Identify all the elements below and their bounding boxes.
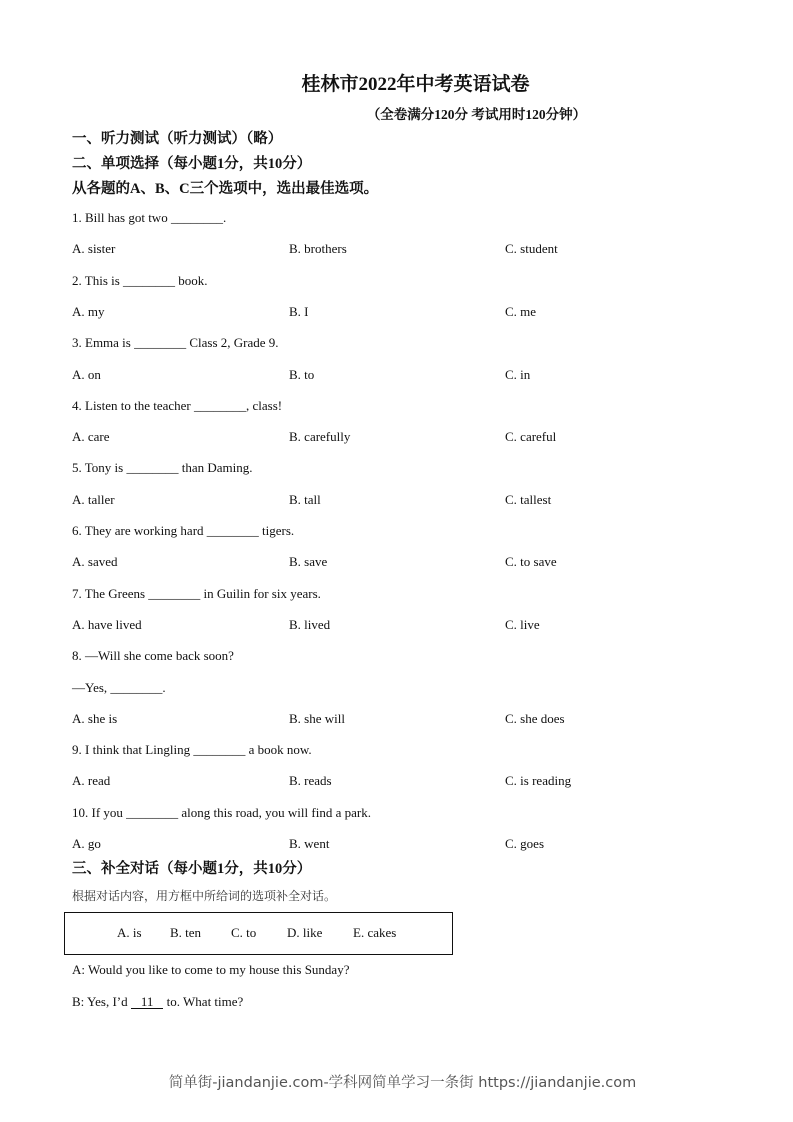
answer-option: A. saved — [72, 554, 118, 570]
answer-option: B. I — [289, 303, 309, 319]
answer-option: A. go — [72, 836, 101, 851]
question-stem: 10. If you ________ along this road, you will find a park. — [72, 804, 371, 820]
question-stem: 8. —Will she come back soon? — [72, 648, 234, 664]
question-stem: 9. I think that Lingling ________ a book now. — [72, 742, 312, 758]
word-option: B. ten — [170, 925, 202, 940]
section-2-instruction: 从各题的A、B、C三个选项中，选出最佳选项。 — [72, 181, 379, 197]
section-2-heading: 二、单项选择（每小题1分，共10分） — [72, 156, 312, 172]
question-stem: 4. Listen to the teacher ________, class! — [72, 397, 283, 413]
answer-option: A. care — [72, 429, 110, 445]
dialogue-line-b-end: to. What time? — [166, 994, 244, 1009]
answer-option: B. went — [289, 836, 330, 851]
dialogue-line-a: A: Would you like to come to my house this Sunday? — [72, 962, 350, 977]
question-stem: 6. They are working hard ________ tigers. — [72, 523, 295, 538]
answer-option: B. tall — [289, 491, 321, 507]
answer-option: C. tallest — [505, 491, 552, 507]
question-stem: 7. The Greens ________ in Guilin for six years. — [72, 585, 321, 601]
answer-option: C. in — [505, 366, 531, 382]
section-1-heading: 一、听力测试（听力测试）（略） — [72, 131, 283, 147]
answer-option: A. have lived — [72, 616, 142, 632]
question-stem: 2. This is ________ book. — [72, 272, 208, 288]
answer-option: B. to — [289, 366, 315, 382]
word-option: E. cakes — [353, 925, 397, 940]
page-title: 桂林市2022年中考英语试卷 — [301, 74, 530, 95]
question-stem: 3. Emma is ________ Class 2, Grade 9. — [72, 335, 279, 351]
watermark: 简单街-jiandanjie.com-学科网简单学习一条街 https://jiandanjie.com — [168, 1075, 637, 1091]
answer-option: A. my — [72, 303, 105, 319]
dialogue-line-b — [72, 994, 243, 1010]
answer-option: B. reads — [289, 773, 332, 789]
answer-option: C. careful — [505, 429, 557, 445]
word-bank-box — [64, 912, 453, 955]
answer-option: B. brothers — [289, 241, 347, 257]
word-option: A. is — [117, 925, 142, 940]
answer-option: A. sister — [72, 241, 116, 257]
dialogue-line-b-start: B: Yes, I’d — [72, 994, 128, 1009]
answer-option: C. me — [505, 303, 537, 319]
word-option: D. like — [287, 925, 323, 940]
answer-option: B. she will — [289, 710, 345, 726]
answer-option: B. lived — [289, 616, 331, 632]
answer-option: C. to save — [505, 554, 557, 570]
answer-option: B. save — [289, 554, 328, 570]
question-stem: 5. Tony is ________ than Daming. — [72, 460, 253, 476]
answer-option: C. she does — [505, 710, 565, 726]
answer-option: C. student — [505, 241, 558, 257]
answer-option: B. carefully — [289, 429, 351, 445]
answer-option: C. is reading — [505, 773, 572, 789]
question-stem-reply: —Yes, ________. — [72, 679, 166, 695]
word-option: C. to — [231, 925, 257, 940]
question-stem: 1. Bill has got two ________. — [72, 210, 227, 225]
blank-11: 11 — [131, 995, 164, 1009]
answer-option: A. on — [72, 366, 101, 382]
answer-option: A. read — [72, 773, 111, 789]
answer-option: A. she is — [72, 710, 118, 726]
answer-option: A. taller — [72, 491, 115, 507]
section-3-instruction: 根据对话内容，用方框中所给词的选项补全对话。 — [72, 889, 337, 903]
answer-option: C. goes — [505, 836, 544, 851]
exam-subtitle: （全卷满分120分 考试用时120分钟） — [366, 107, 587, 122]
section-3-heading: 三、补全对话（每小题1分，共10分） — [72, 861, 312, 877]
answer-option: C. live — [505, 616, 540, 632]
